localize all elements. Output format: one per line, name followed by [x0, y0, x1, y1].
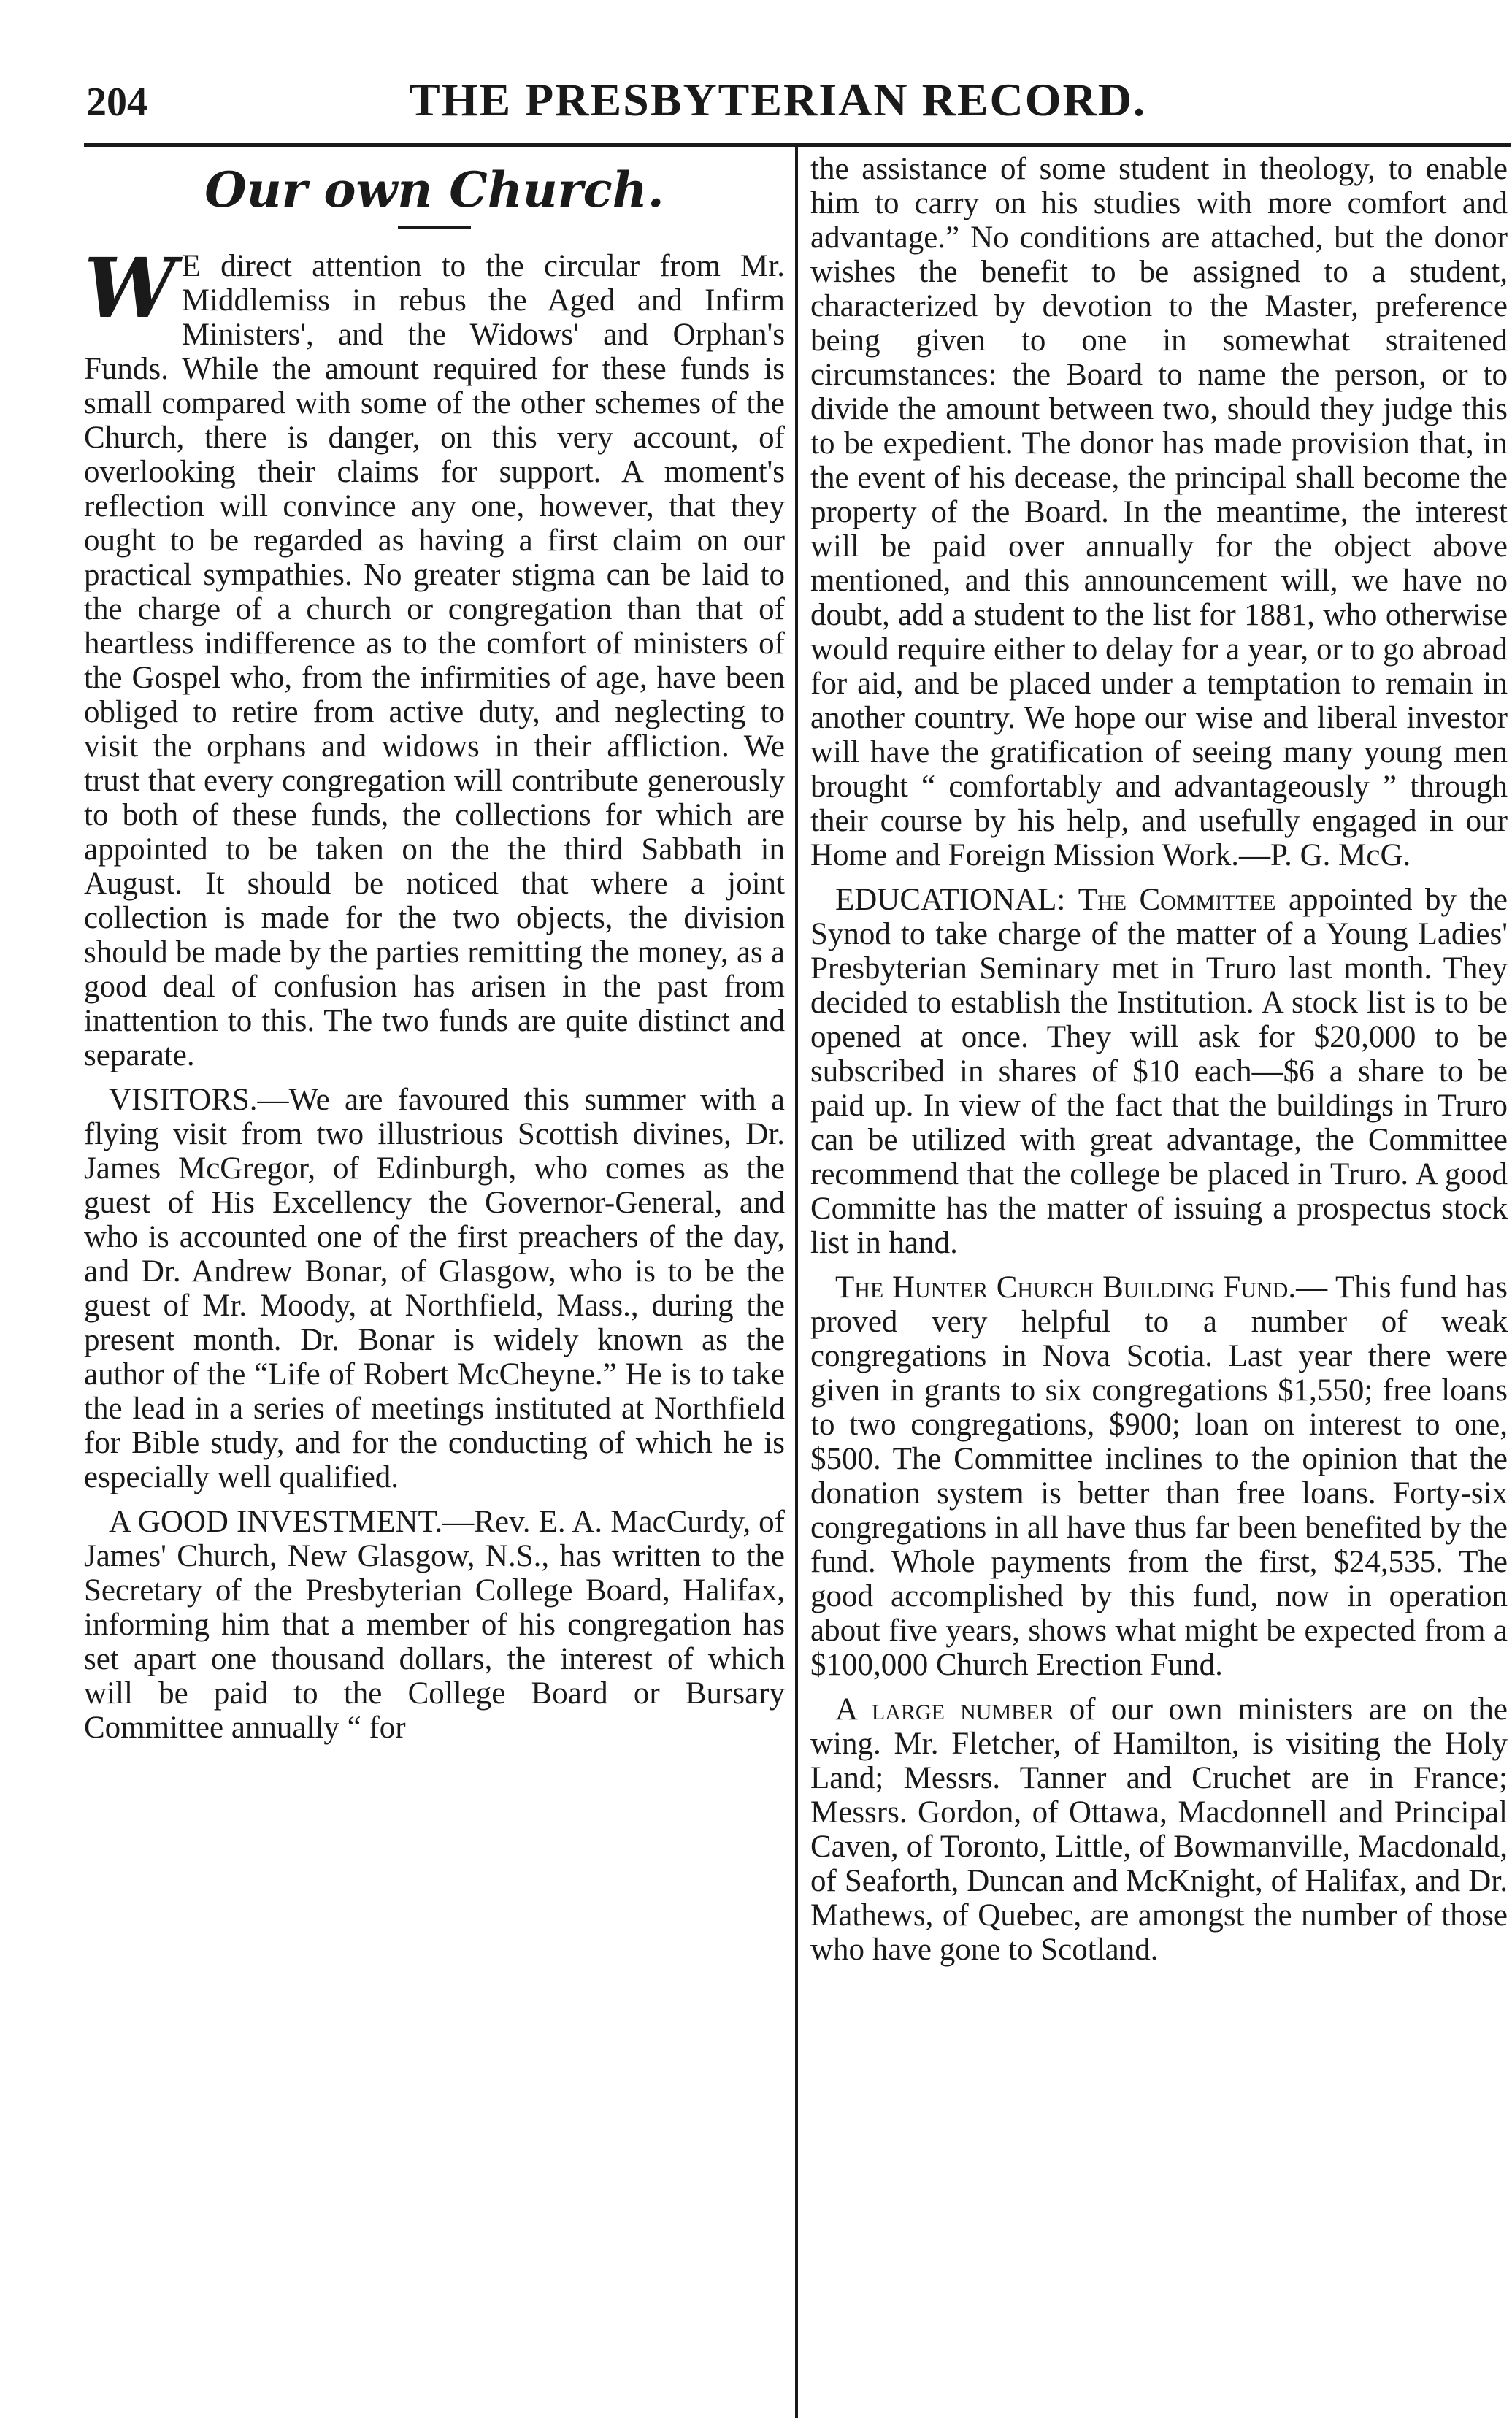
article-heading: A GOOD INVESTMENT.— — [109, 1505, 475, 1539]
article-visitors — [84, 1083, 785, 1494]
page-header — [0, 0, 1512, 150]
header-rule — [84, 143, 1511, 147]
title-rule — [398, 226, 471, 229]
article-good-investment-continued — [810, 152, 1508, 872]
journal-title: THE PRESBYTERIAN RECORD. — [409, 74, 1146, 126]
article-good-investment — [84, 1505, 785, 1745]
article-hunter-church-fund — [810, 1270, 1508, 1682]
right-column — [810, 152, 1508, 2415]
article-text: This fund has proved very helpful to a number of weak congregations in Nova Scotia. Last year there were given in grants to six congregations $1,550; free loans to two congregations, $900; loan on interest to one, $500. The Committee inclines to the opinion that the donation system is better than free loans. Forty-six congregations in all have thus far been benefited by the fund. Whole payments from the first, $24,535. The good accomplished by this fund, now in operation about five years, shows what might be expected from a $100,000 Church Erection Fund. — [810, 1270, 1508, 1682]
section-title: Our own Church. — [204, 161, 664, 218]
left-column — [84, 152, 785, 2415]
drop-cap: W — [84, 241, 176, 337]
article-text: We are favoured this summer with a flying visit from two illustrious Scottish divines, Dr. James McGregor, of Edinburgh, who comes as the guest of His Excellency the Governor-General, and who is accounted one of the first preachers of the day, and Dr. Andrew Bonar, of Glasgow, who is to be the guest of Mr. Moody, at Northfield, Mass., during the present month. Dr. Bonar is widely known as the author of the “Life of Robert McCheyne.” He is to take the lead in a series of meetings instituted at Northfield for Bible study, and for the conducting of which he is especially well qualified. — [84, 1083, 785, 1494]
page-number: 204 — [86, 80, 147, 125]
article-run-in: A large number — [835, 1692, 1054, 1727]
article-text: E direct attention to the circular from Mr. Middlemiss in rebus the Aged and Infirm Ministers', and the Widows' and Orphan's Funds. While the amount required for these funds is small compared with some of the other schemes of the Church, there is danger, on this very account, of overlooking their claims for support. A moment's reflection will convince any one, however, that they ought to be regarded as having a first claim on our practical sympathies. No greater stigma can be laid to the charge of a church or congregation than that of heartless indifference as to the comfort of ministers of the Gospel who, from the infirmities of age, have been obliged to retire from active duty, and neglecting to visit the orphans and widows in their affliction. We trust that every congregation will contribute generously to both of these funds, the collections for which are appointed to be taken on the the third Sabbath in August. It should be noticed that where a joint collection is made for the two objects, the division should be made by the parties remitting the money, as a good deal of confusion has arisen in the past from inattention to this. The two funds are quite distinct and separate. — [84, 249, 785, 1072]
article-heading: EDUCATIONAL: — [835, 883, 1066, 917]
article-aged-infirm-funds — [84, 241, 785, 1072]
article-text: appointed by the Synod to take charge of the matter of a Young Ladies' Presbyterian Seminary met in Truro last month. They decided to establish the Institution. A stock list is to be opened at once. They will ask for $20,000 to be subscribed in shares of $10 each—$6 a share to be paid up. In view of the fact that the buildings in Truro can be utilized with great advantage, the Committee recommend that the college be placed in Truro. A good Committe has the matter of issuing a prospectus stock list in hand. — [810, 883, 1508, 1260]
article-ministers-abroad — [810, 1692, 1508, 1967]
article-text: Rev. E. A. MacCurdy, of James' Church, New Glasgow, N.S., has written to the Secretary of the Presbyterian College Board, Halifax, informing him that a member of his congregation has set apart one thousand dollars, the interest of which will be paid to the College Board or Bursary Committee annually “ for — [84, 1505, 785, 1745]
article-heading: VISITORS.— — [109, 1083, 289, 1117]
article-educational — [810, 883, 1508, 1260]
article-run-in: The Hunter Church Building Fund.— — [835, 1270, 1328, 1305]
article-text: the assistance of some student in theology, to enable him to carry on his studies with more comfort and advantage.” No conditions are attached, but the donor wishes the benefit to be assigned to a student, characterized by devotion to the Master, preference being given to one in somewhat straitened circumstances: the Board to name the person, or to divide the amount between two, should they judge this to be expedient. The donor has made provision that, in the event of his decease, the principal shall become the property of the Board. In the meantime, the interest will be paid over annually for the object above mentioned, and this announcement will, we have no doubt, add a student to the list for 1881, who otherwise would require either to delay for a year, or to go abroad for aid, and be placed under a temptation to remain in another country. We hope our wise and liberal investor will have the gratification of seeing many young men brought “ comfortably and advantageously ” through their course by his help, and usefully engaged in our Home and Foreign Mission Work.—P. G. McG. — [810, 152, 1508, 872]
article-text: of our own ministers are on the wing. Mr. Fletcher, of Hamilton, is visiting the Holy Land; Messrs. Tanner and Cruchet are in France; Messrs. Gordon, of Ottawa, Macdonnell and Principal Caven, of Toronto, Little, of Bowmanville, Macdonald, of Seaforth, Duncan and McKnight, of Halifax, and Dr. Mathews, of Quebec, are amongst the number of those who have gone to Scotland. — [810, 1692, 1508, 1967]
article-run-in: The Committee — [1078, 883, 1276, 917]
column-divider — [795, 147, 798, 2418]
